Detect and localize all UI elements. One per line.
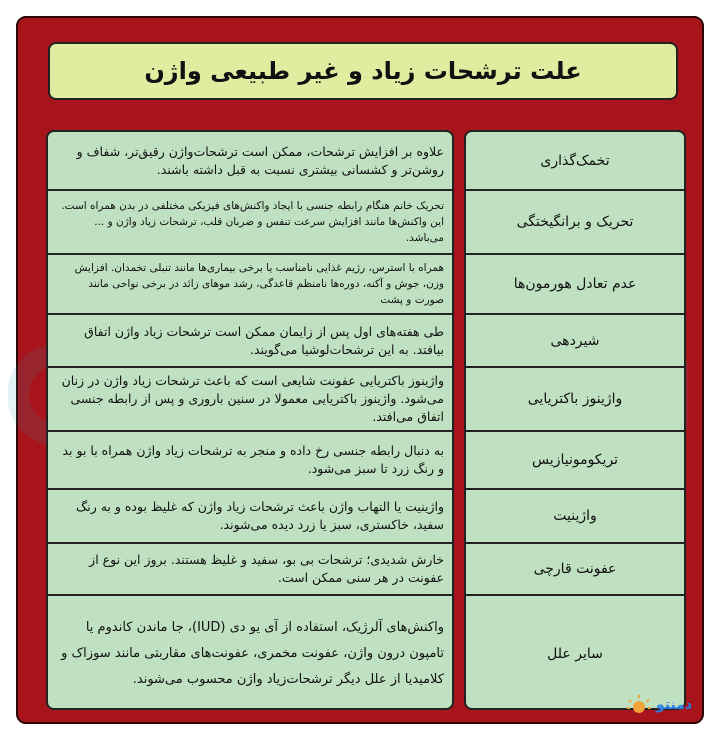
title-banner [48,42,678,100]
label-cell [466,255,684,315]
desc-cell [48,255,452,315]
label-cell [466,544,684,596]
description-column [46,130,454,710]
cause-label: تریکومونیازیس [531,452,619,468]
desc-cell [48,315,452,368]
cause-label: عفونت قارچی [533,561,617,577]
sun-icon [626,694,652,716]
brand-logo [626,694,692,716]
desc-cell [48,596,452,710]
cause-label: سایر علل [547,646,603,662]
desc-cell [48,191,452,255]
label-cell [466,191,684,255]
label-column [464,130,686,710]
label-cell [466,315,684,368]
desc-cell [48,544,452,596]
desc-cell [48,368,452,432]
cause-description: علاوه بر افزایش ترشحات، ممکن است ترشحات‌واژن رقیق‌تر، شفاف و روشن‌تر و کشسانی بیشتری نسبت به قبل داشته باشند. [76,143,444,177]
cause-description: خارش شدیدی؛ ترشحات بی بو، سفید و غلیظ هستند. بروز این نوع از عفونت در هر سنی ممکن است. [89,552,444,585]
label-cell [466,490,684,544]
cause-label: واژینوز باکتریایی [527,391,623,407]
brand-name: دمنتو [656,697,693,713]
cause-description: طی هفته‌های اول پس از زایمان ممکن است ترشحات زیاد واژن اتفاق بیافتد. به این ترشحات‌لوشیا می‌گویند. [84,323,444,357]
cause-description: همراه با استرس، رژیم غذایی نامناسب یا برخی بیماری‌ها مانند تنبلی تخمدان. افزایش وزن، جوش و آکنه، دوره‌ها نامنظم قاعدگی، رشد موهای زائد در برخی نواحی مانند صورت و پشت [74,262,444,306]
cause-description: تحریک خانم هنگام رابطه جنسی با ایجاد واکنش‌های فیزیکی مختلفی در بدن همراه است. این واکنش‌ها مانند افزایش سرعت تنفس و ضربان قلب، ترشحات زیاد واژن و ... می‌باشد. [61,200,444,244]
cause-label: تحریک و برانگیختگی [516,214,634,230]
cause-description: به دنبال رابطه جنسی رخ داده و منجر به ترشحات زیاد واژن همراه با بو بد و رنگ زرد تا سبز می‌شود. [62,443,444,476]
cause-description: واژینیت یا التهاب واژن باعث ترشحات زیاد واژن که غلیظ بوده و به رنگ سفید، خاکستری، سبز یا زرد دیده می‌شوند. [76,499,444,532]
desc-cell [48,490,452,544]
cause-label: عدم تعادل هورمون‌ها [513,276,637,292]
causes-table [46,130,686,710]
cause-label: شیردهی [550,332,600,349]
label-cell [466,132,684,191]
desc-cell [48,432,452,490]
cause-description: واژینوز باکتریایی عفونت شایعی است که باعث ترشحات زیاد واژن در زنان می‌شود. واژینوز باکتریایی معمولا در سنین باروری و پس از رابطه جنسی اتفاق می‌افتد. [61,373,444,424]
cause-label: تخمک‌گذاری [540,152,610,169]
label-cell [466,432,684,490]
desc-cell [48,132,452,191]
label-cell [466,368,684,432]
label-cell [466,596,684,710]
cause-description: واکنش‌های آلرژیک، استفاده از آی یو دی (IUD)، جا ماندن کاندوم یا تامپون درون واژن، عفونت مخمری، عفونت‌های مقاربتی مانند سوزاک و کلامیدیا از علل دیگر ترشحات‌زیاد واژن محسوب می‌شوند. [61,620,444,687]
cause-label: واژینیت [553,508,597,524]
page-title: علت ترشحات زیاد و غیر طبیعی واژن [144,57,582,85]
